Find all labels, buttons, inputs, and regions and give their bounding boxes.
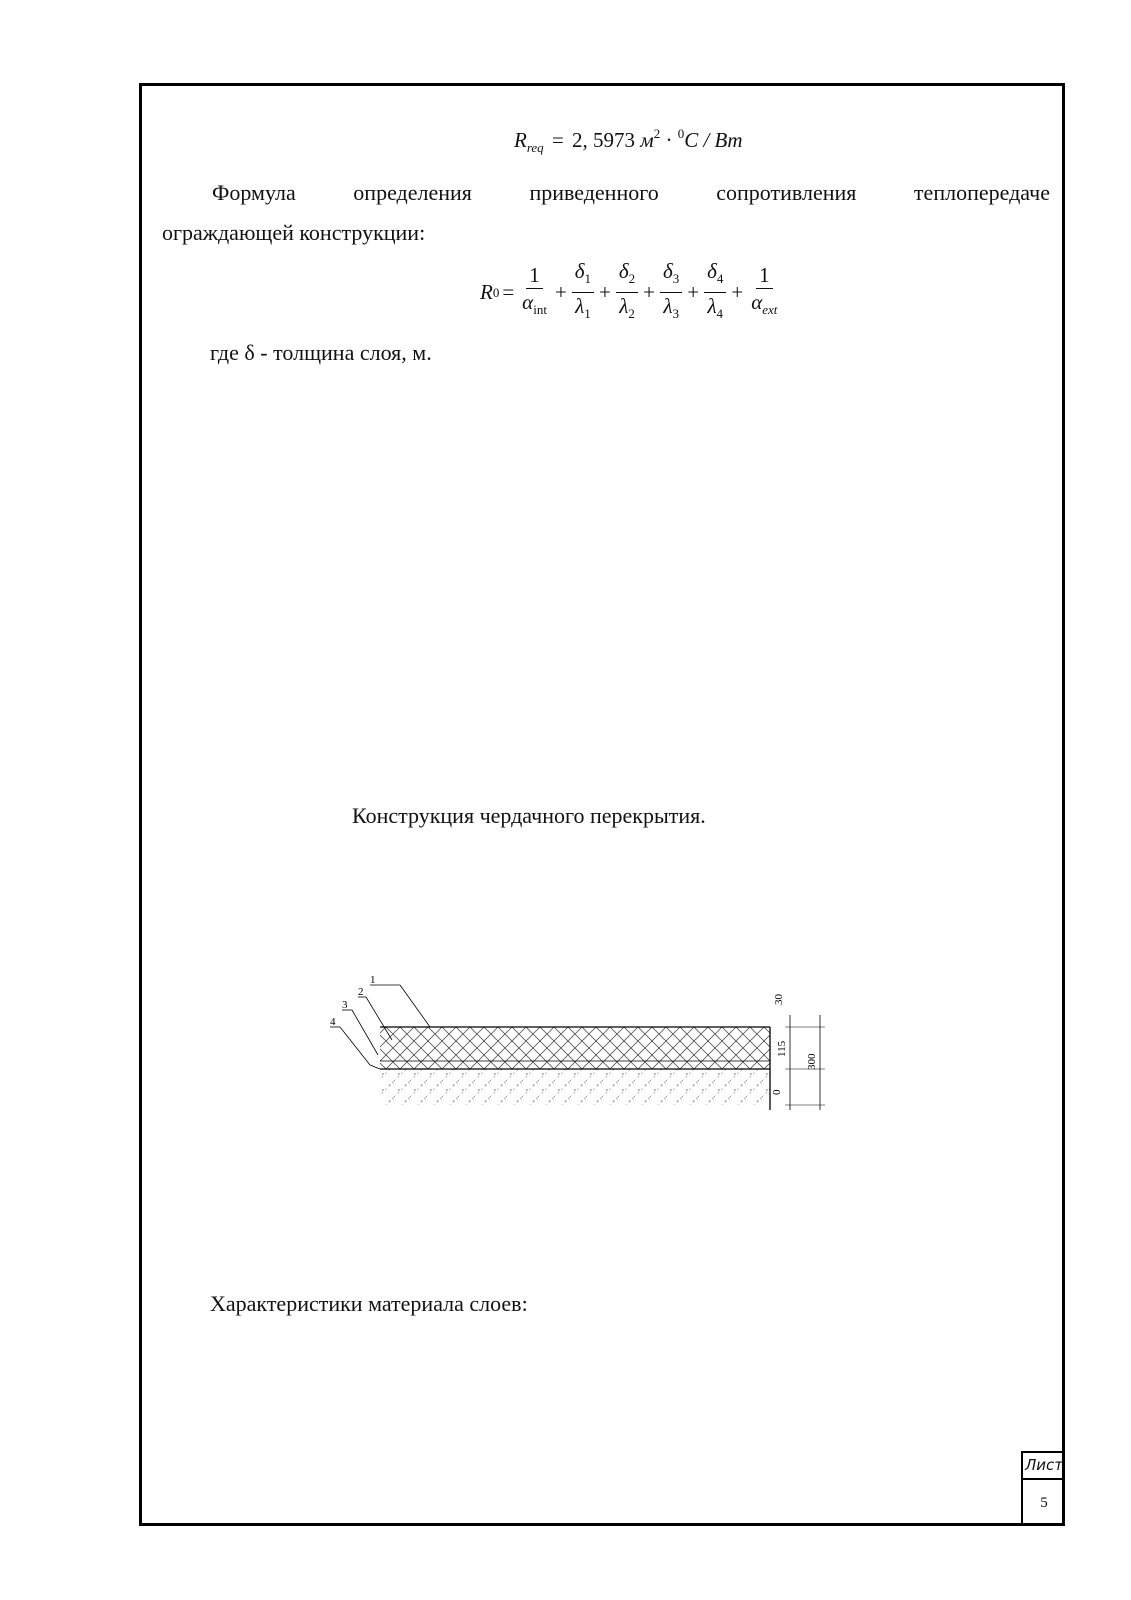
plus-sign: + <box>731 280 744 304</box>
delta-index: 1 <box>584 271 592 286</box>
lambda-index: 1 <box>584 306 591 321</box>
dimension-bottom: 0 <box>771 1089 783 1095</box>
plus-sign: + <box>599 280 611 304</box>
attic-floor-section-drawing <box>330 974 840 1125</box>
formula-equals: = <box>551 128 564 152</box>
slab-layer <box>380 1069 770 1105</box>
alpha-int-sub: int <box>533 302 547 317</box>
formula-intro-line1: Формула определения приведенного сопротивления теплопередаче <box>212 180 1050 205</box>
formula-unit-rest: C / Bт <box>684 128 743 152</box>
fraction-numerator: 1 <box>756 262 773 289</box>
formula-unit-exp: 2 <box>653 126 661 141</box>
r0-equals: = <box>502 280 515 304</box>
plus-sign: + <box>643 280 655 304</box>
delta-symbol: δ <box>574 259 585 283</box>
sheet-number: 5 <box>1040 1495 1048 1511</box>
delta-symbol: δ <box>707 259 717 283</box>
lambda-symbol: λ <box>663 294 673 318</box>
formula-value: 2, 5973 <box>572 128 636 152</box>
fraction-layer-2 <box>616 258 638 327</box>
dimension-top: 30 <box>773 994 785 1005</box>
figure-caption: Конструкция чердачного перекрытия. <box>352 803 706 828</box>
alpha-ext-sub: ext <box>762 302 778 317</box>
required-resistance-formula <box>514 126 743 156</box>
callout-2: 2 <box>358 986 364 998</box>
materials-heading: Характеристики материала слоев: <box>210 1291 528 1316</box>
formula-symbol: R <box>514 128 527 152</box>
fraction-alpha-int <box>519 262 550 323</box>
delta-index: 4 <box>716 271 724 286</box>
fraction-layer-1 <box>572 258 594 327</box>
insulation-layer <box>380 1027 770 1069</box>
lambda-symbol: λ <box>575 294 585 318</box>
fraction-layer-3 <box>660 258 682 327</box>
fraction-numerator: 1 <box>526 262 543 289</box>
callout-4: 4 <box>330 1016 336 1028</box>
formula-degree: 0 <box>677 126 685 141</box>
callout-1: 1 <box>370 974 376 986</box>
r0-subscript: 0 <box>492 284 500 300</box>
lambda-symbol: λ <box>707 294 717 318</box>
dimension-total: 300 <box>806 1053 818 1070</box>
lambda-symbol: λ <box>619 294 629 318</box>
formula-subscript: req <box>526 140 544 155</box>
plus-sign: + <box>554 280 567 304</box>
formula-dot: · <box>665 128 673 152</box>
plus-sign: + <box>687 280 700 304</box>
sheet-label: Лист <box>1023 1453 1065 1480</box>
callout-3: 3 <box>342 999 348 1011</box>
delta-symbol: δ <box>663 259 673 283</box>
alpha-symbol: α <box>751 290 763 314</box>
delta-index: 3 <box>672 271 680 286</box>
reduced-resistance-formula <box>480 258 782 327</box>
formula-intro-line2: ограждающей конструкции: <box>162 220 426 245</box>
lambda-index: 4 <box>716 306 724 321</box>
delta-symbol: δ <box>618 259 629 283</box>
dimension-middle: 115 <box>776 1040 788 1057</box>
lambda-index: 2 <box>628 306 635 321</box>
lambda-index: 3 <box>672 306 679 321</box>
formula-unit-m: м <box>640 128 654 152</box>
fraction-alpha-ext <box>748 262 780 323</box>
fraction-layer-4 <box>704 258 726 327</box>
r0-symbol: R <box>480 280 493 304</box>
sheet-stamp <box>1021 1451 1065 1526</box>
delta-index: 2 <box>628 271 636 286</box>
alpha-symbol: α <box>522 290 534 314</box>
where-definition: где δ - толщина слоя, м. <box>210 340 432 365</box>
